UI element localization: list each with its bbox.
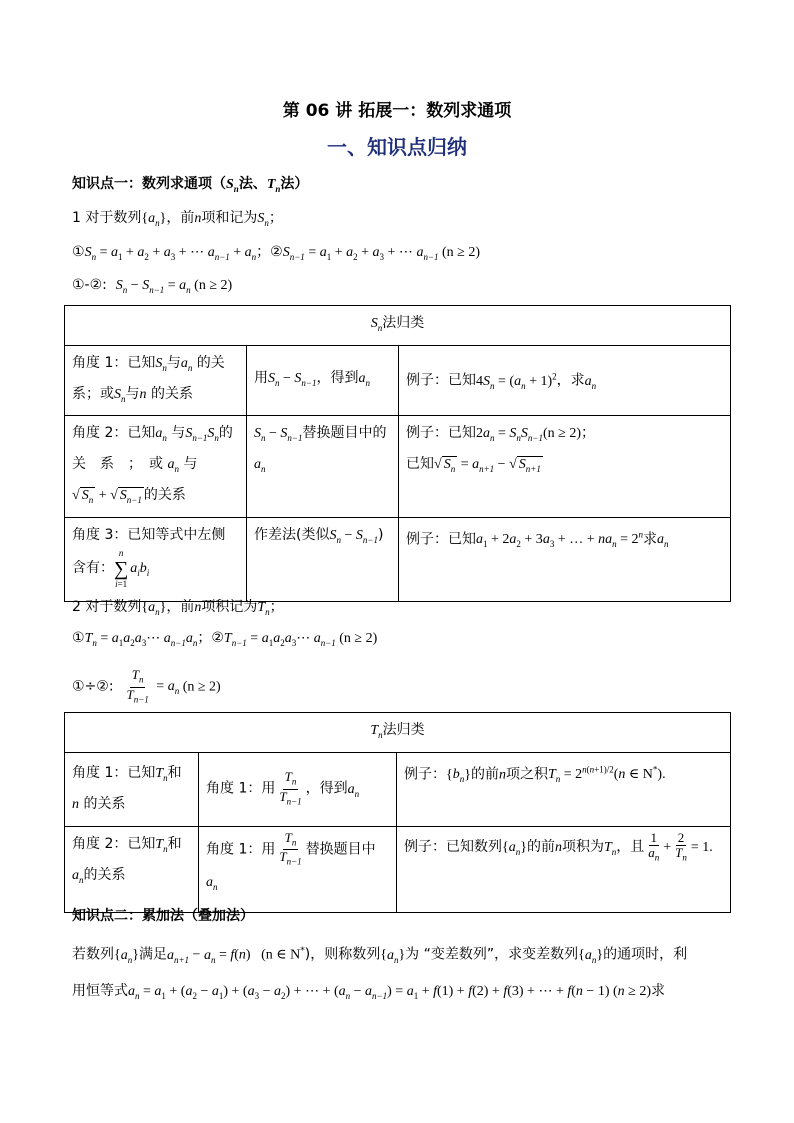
sn-method-table [64, 305, 731, 602]
sn-angle-3: 角度 3：已知等式中左侧含有： n ∑ i=1 $a_ib_i$ [65, 517, 247, 601]
tn-example-2: 例子：已知数列$\{a_n\}$的前n项积为$T_n$，且 $\frac{1}{a_n}$ + $\frac{2}{T_n}$ = 1. [397, 826, 731, 912]
kp2-paragraph-line-2: 用恒等式$a_n = a_1 + (a_2 - a_1) + (a_3 - a_2)$ + ⋯ + $(a_n - a_{n-1}) = a_1 + f(1) + f(2) + f(3)$ + ⋯ + f(n − 1) (n ≥ 2)求 [72, 983, 666, 1001]
tn-angle-2: 角度 2：已知$T_n$和 $a_n$的关系 [65, 826, 199, 912]
tn-method-table [64, 712, 731, 913]
sn-example-3: 例子：已知$a_1 + 2a_2 + 3a_3$ + … + $na_n = 2^n$求$a_n$ [399, 517, 731, 601]
tn-example-1: 例子：$\{b_n\}$的前n项之积$T_n = 2^{n(n+1)/2}(n$ ∈ N*). [397, 752, 731, 826]
sn-angle-2: 角度 2：已知$a_n$ 与$S_{n-1}S_n$的关 系 ； 或 $a_n$ 与 √ $S_n$ + √ $S_{n-1}$ 的关系 [65, 416, 247, 517]
section-heading: 一、知识点归纳 [327, 135, 467, 159]
sn-method-1: 用$S_n - S_{n-1}$，得到$a_n$ [247, 345, 399, 416]
knowledge-point-2-label: 知识点二：累加法（叠加法） [72, 908, 254, 924]
sn-method-2: $S_n - S_{n-1}$替换题目中的$a_n$ [247, 416, 399, 517]
tn-method-2: 角度 1：用 $\frac{T_n}{T_{n-1}}$ 替换题目中 $a_n$ [199, 826, 397, 912]
s-difference-line: ①-②: $S_n - S_{n-1} = a_n$ (n ≥ 2) [72, 277, 233, 295]
tn-table-header: $T_n$法归类 [65, 713, 731, 753]
knowledge-point-1-label: 知识点一：数列求通项（$S_n$法、$T_n$法） [72, 176, 309, 194]
tn-angle-1: 角度 1：已知$T_n$和 n 的关系 [65, 752, 199, 826]
s-equations-line: $①S_n = a_1 + a_2 + a_3$ + ⋯ $a_{n-1} + a_n$；$②S_{n-1} = a_1 + a_2 + a_3$ + ⋯ $a_{n-1}$ (n ≥ 2) [72, 244, 481, 262]
document-title: 第 06 讲 拓展一：数列求通项 [282, 101, 512, 121]
sn-table-header: $S_n$法归类 [65, 306, 731, 346]
t-equations-line: $①T_n$ = $a_1a_2a_3\cdots$ $a_{n-1}a_n$；$②T_{n-1}$ = $a_1a_2a_3\cdots$ $a_{n-1}$ (n ≥ 2) [72, 630, 378, 648]
t-intro-line: 2 对于数列$\{a_n\}$，前n项积记为$T_n$； [72, 599, 284, 617]
t-quotient-line: ①÷②: $\frac{T_n}{T_{n-1}}$ = $a_n$ (n ≥ 2) [72, 667, 221, 705]
kp2-paragraph-line-1: 若数列$\{a_n\}$满足$a_{n+1} - a_n = f(n)$ (n ∈ N*)，则称数列$\{a_n\}$为 “变差数列”，求变差数列$\{a_n\}$的通项时，利 [72, 946, 688, 965]
s-intro-line: 1 对于数列$\{a_n\}$，前n项和记为$S_n$； [72, 210, 283, 228]
sn-method-3: 作差法(类似$S_n - S_{n-1}$) [247, 517, 399, 601]
sn-angle-1: 角度 1：已知$S_n$与$a_n$ 的关系；或$S_n$与n 的关系 [65, 345, 247, 416]
tn-method-1: 角度 1：用 $\frac{T_n}{T_{n-1}}$ ，得到$a_n$ [199, 752, 397, 826]
sn-example-2: 例子：已知$2a_n = S_nS_{n-1}(n \ge 2)$； 已知√ $S_n = a_{n+1}$ − √ $S_{n+1}$ [399, 416, 731, 517]
sn-example-1: 例子：已知$4S_n = (a_n + 1)^2$，求$a_n$ [399, 345, 731, 416]
